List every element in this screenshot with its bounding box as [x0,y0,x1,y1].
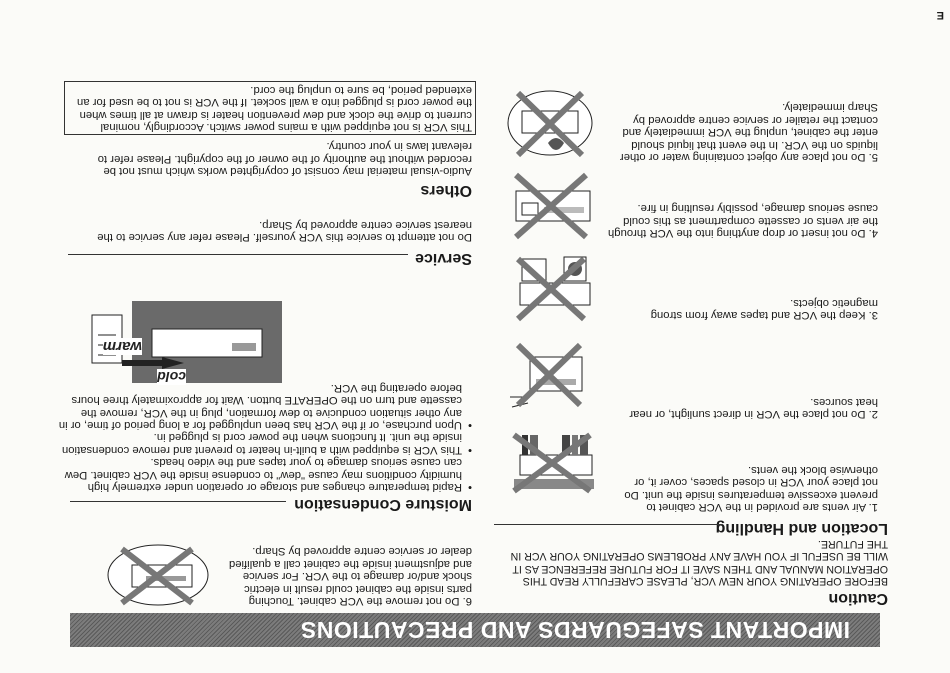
others-text: Audio-visual material may consist of copyrighted works which must not be recorded without the authority of the owner of the copyright. Please refer to relevant laws in your country. [97,140,472,177]
service-rule [68,254,408,255]
banner-title: IMPORTANT SAFEGUARDS AND PRECAUTIONS [70,613,880,647]
service-text: Do not attempt to service this VCR yourself. Please refer any service to the nearest service centre approved by Sharp. [97,218,472,243]
page-marker: E [936,9,944,21]
location-item-3: 3. Keep the VCR and tapes away from strong magnetic objects. [650,296,878,321]
vcr-sunlight-illustration [506,337,598,411]
location-item-6: 6. Do not remove the VCR cabinet. Touching parts inside the cabinet could result in electric shock and/or damage to the VCR. For service and adjustment inside the cabinet call a qualified dealer or service centre approved by Sharp. [228,545,472,607]
service-heading: Service [415,250,472,267]
others-heading: Others [420,182,472,199]
others-notice-box: This VCR is not equipped with a mains power switch. Accordingly, nominal current to drive the clock and dew prevention heater is drawn at all times when the power cord is plugged into a wall socket. If the VCR is not to be used for an extended period, be sure to unplug the cord. [64,81,476,135]
moisture-bullets [58,381,472,493]
location-item-2: 2. Do not place the VCR in direct sunlight, or near heat sources. [629,395,878,420]
vcr-blocked-vents-illustration [506,429,598,497]
location-heading: Location and Handling [715,520,888,537]
location-item-5: 5. Do not place any object containing water or other liquids on the VCR. In the event that liquid should enter the cabinet, unplug the VCR immediately and contact the retailer or service centre approved by Sharp immediately. [619,101,878,163]
moisture-bullet-3: • Upon purchase, or if the VCR has been unplugged for a long period of time, or in any other situation conducive to dew formation, plug in the VCR, remove the cassette and turn on the OPERATE button. Wait for approximately three hours before operating the VCR. [58,381,462,431]
cold-label: cold [157,369,186,385]
location-item-4: 4. Do not insert or drop anything into the VCR through the air vents or cassette compartment as this could cause serious damage, possibly resulting in fire. [607,202,878,239]
moisture-rule [70,501,286,502]
vcr-magnet-illustration [506,253,598,325]
vcr-cabinet-illustration [104,543,212,611]
vcr-insert-object-illustration [504,169,600,243]
moisture-bullet-2: • This VCR is equipped with a built-in heater to prevent and remove condensation inside the unit. It functions when the power cord is plugged in. [58,431,462,456]
vcr-liquid-illustration [506,89,594,163]
caution-text: BEFORE OPERATING YOUR NEW VCR, PLEASE CAREFULLY READ THIS OPERATION MANUAL AND THEN SAVE IT FOR FUTURE REFERENCE AS IT WILL BE USEFUL IF YOU HAVE ANY PROBLEMS OPERATING YOUR VCR IN THE FUTURE. [510,537,888,587]
moisture-heading: Moisture Condensation [294,496,472,513]
location-rule [494,524,722,525]
moisture-bullet-1: • Rapid temperature changes and storage or operation under extremely high humidity conditions may cause "dew" to condense inside the VCR cabinet. Dew can cause serious damage to your tapes and the video heads. [58,456,462,493]
location-item-1: 1. Air vents are provided in the VCR cabinet to prevent excessive temperatures inside the unit. Do not place your VCR in closed spaces, cover it, or otherwise block the vents. [624,463,878,513]
warm-label: warm [102,338,142,355]
caution-heading: Caution [828,590,888,607]
dew-heater-illustration [86,301,282,383]
